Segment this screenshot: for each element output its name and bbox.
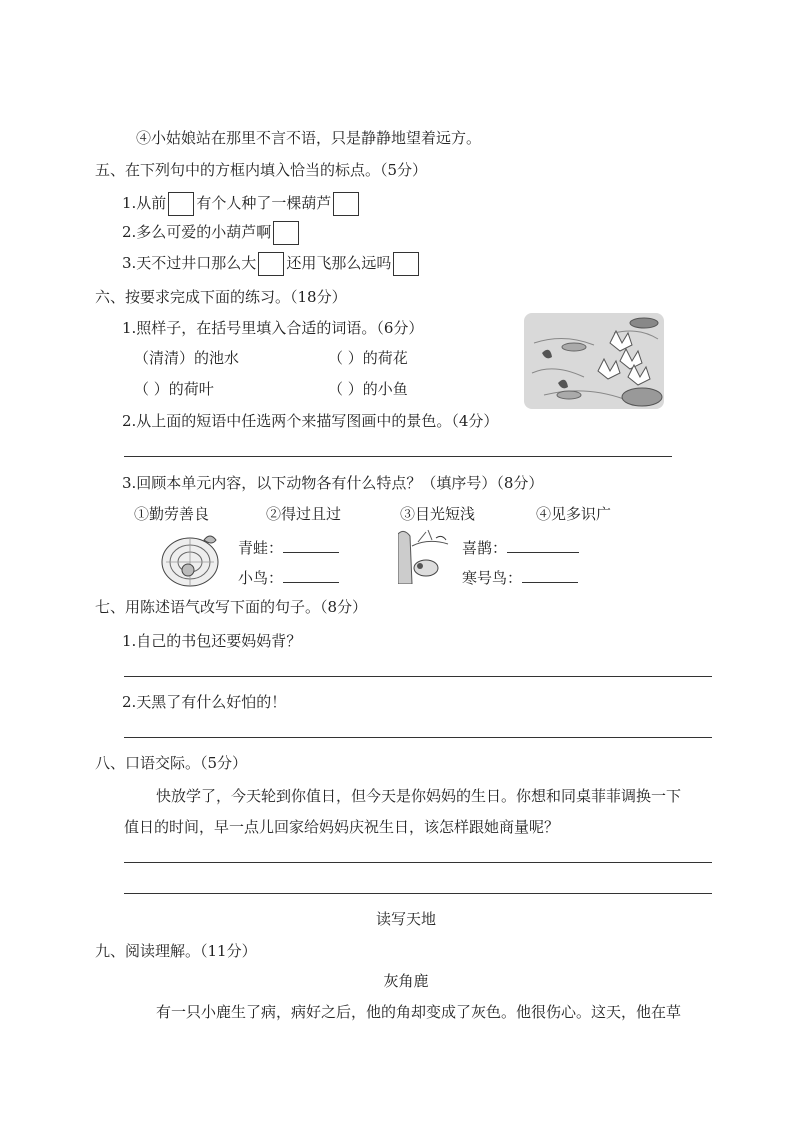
story-title: 灰角鹿 bbox=[383, 972, 429, 990]
option-2: ②得过且过 bbox=[266, 505, 342, 523]
answer-line[interactable] bbox=[124, 456, 672, 457]
frog-well-illustration bbox=[158, 530, 226, 590]
q7-item-2: 2.天黑了有什么好怕的！ bbox=[122, 693, 287, 711]
q5-item-2-text: 2.多么可爱的小葫芦啊 bbox=[122, 223, 272, 241]
magpie-illustration bbox=[398, 528, 452, 584]
q6-sub2-title: 2.从上面的短语中任选两个来描写图画中的景色。（4分） bbox=[122, 412, 499, 430]
q9-heading: 九、阅读理解。（11分） bbox=[95, 942, 257, 960]
q5-heading: 五、在下列句中的方框内填入恰当的标点。（5分） bbox=[95, 161, 428, 179]
punctuation-box[interactable] bbox=[168, 192, 194, 216]
q5-item-3 bbox=[122, 249, 421, 277]
magpie-label: 喜鹊： bbox=[462, 539, 508, 557]
answer-line[interactable] bbox=[124, 676, 712, 677]
q6-heading: 六、按要求完成下面的练习。（18分） bbox=[95, 288, 347, 306]
answer-blank[interactable] bbox=[283, 536, 339, 553]
bird-label: 小鸟： bbox=[238, 569, 284, 587]
q6-sub1-title: 1.照样子，在括号里填入合适的词语。（6分） bbox=[122, 319, 424, 337]
answer-line[interactable] bbox=[124, 893, 712, 894]
q5-item-3-text-a: 3.天不过井口那么大 bbox=[122, 254, 257, 272]
punctuation-box[interactable] bbox=[333, 192, 359, 216]
q7-heading: 七、用陈述语气改写下面的句子。（8分） bbox=[95, 598, 368, 616]
hanhao-bird-label: 寒号鸟： bbox=[462, 569, 523, 587]
answer-line[interactable] bbox=[124, 737, 712, 738]
frog-label-row bbox=[238, 536, 339, 558]
hanhao-bird-label-row bbox=[462, 566, 578, 588]
q6-phrase-leaf[interactable]: （ ）的荷叶 bbox=[134, 380, 214, 398]
q5-item-1-text-b: 有个人种了一棵葫芦 bbox=[196, 194, 332, 212]
q6-phrase-pond: （清清）的池水 bbox=[134, 349, 240, 367]
punctuation-box[interactable] bbox=[258, 252, 284, 276]
bird-label-row bbox=[238, 566, 339, 588]
lotus-pond-illustration bbox=[524, 313, 664, 409]
q8-heading: 八、口语交际。（5分） bbox=[95, 754, 248, 772]
q6-phrase-fish[interactable]: （ ）的小鱼 bbox=[328, 380, 408, 398]
q5-item-1-text-a: 1.从前 bbox=[122, 194, 167, 212]
answer-blank[interactable] bbox=[522, 566, 578, 583]
option-3: ③目光短浅 bbox=[400, 505, 476, 523]
magpie-label-row bbox=[462, 536, 579, 558]
punctuation-box[interactable] bbox=[393, 252, 419, 276]
q8-paragraph-line-2: 值日的时间，早一点儿回家给妈妈庆祝生日，该怎样跟她商量呢？ bbox=[124, 818, 560, 836]
story-line-1: 有一只小鹿生了病，病好之后，他的角却变成了灰色。他很伤心。这天，他在草 bbox=[156, 1003, 682, 1021]
answer-blank[interactable] bbox=[507, 536, 579, 553]
answer-blank[interactable] bbox=[283, 566, 339, 583]
q6-phrase-lotus[interactable]: （ ）的荷花 bbox=[328, 349, 408, 367]
q5-item-1 bbox=[122, 189, 361, 217]
punctuation-box[interactable] bbox=[273, 221, 299, 245]
frog-label: 青蛙： bbox=[238, 539, 284, 557]
answer-line[interactable] bbox=[124, 862, 712, 863]
q8-paragraph-line-1: 快放学了，今天轮到你值日，但今天是你妈妈的生日。你想和同桌菲菲调换一下 bbox=[156, 787, 682, 805]
q5-item-3-text-b: 还用飞那么远吗 bbox=[286, 254, 392, 272]
q5-item-2 bbox=[122, 218, 301, 246]
q7-item-1: 1.自己的书包还要妈妈背？ bbox=[122, 632, 302, 650]
option-1: ①勤劳善良 bbox=[134, 505, 210, 523]
section-title: 读写天地 bbox=[375, 910, 436, 928]
option-4: ④见多识广 bbox=[536, 505, 612, 523]
q6-sub3-title: 3.回顾本单元内容，以下动物各有什么特点？（填序号）（8分） bbox=[122, 474, 544, 492]
prev-answer-option: ④小姑娘站在那里不言不语，只是静静地望着远方。 bbox=[136, 129, 482, 147]
